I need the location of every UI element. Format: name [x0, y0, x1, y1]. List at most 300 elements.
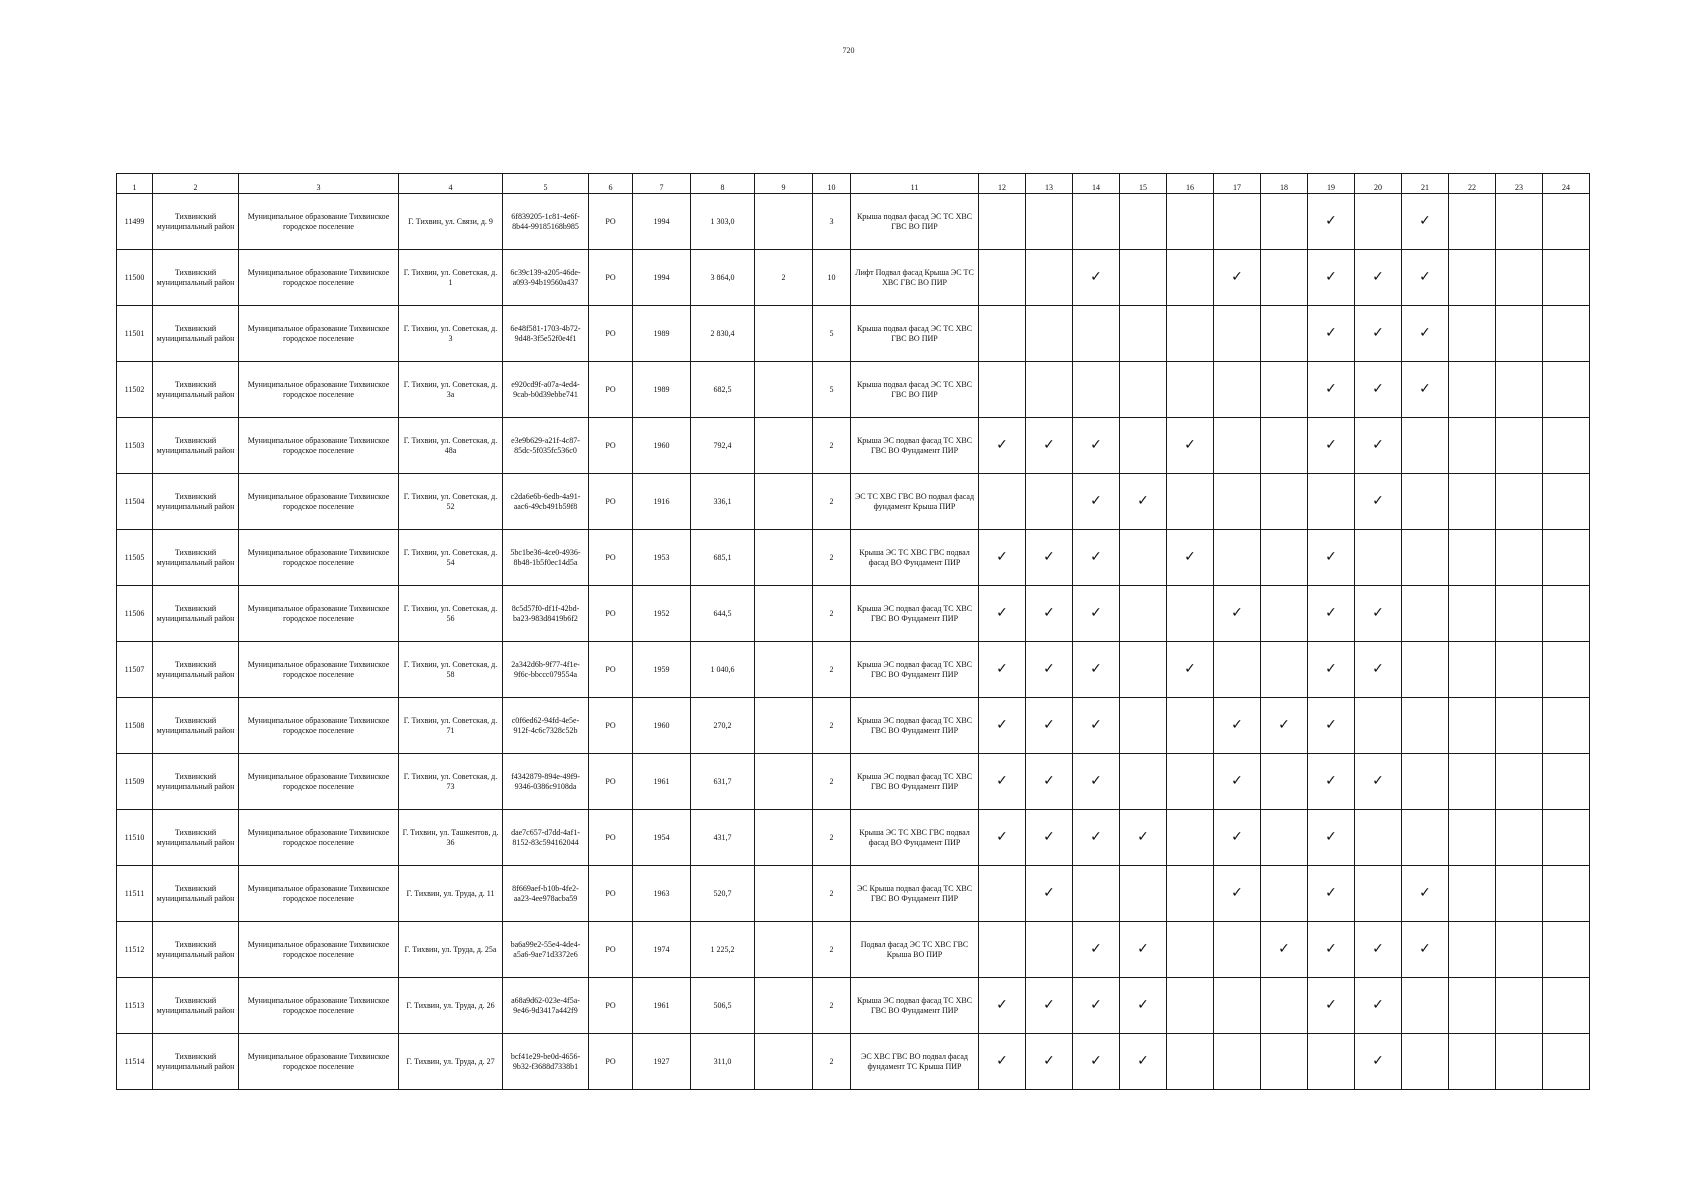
header-cell-col-4: 4	[399, 174, 503, 194]
table-row	[117, 866, 1590, 922]
checkmark-col-14: ✓	[1073, 1034, 1120, 1090]
header-cell-col-19: 19	[1308, 174, 1355, 194]
checkmark-col-14: ✓	[1073, 978, 1120, 1034]
district-cell: Тихвинский муниципальный район	[153, 362, 239, 418]
register-table-container	[116, 173, 1590, 1090]
checkmark-col-14: ✓	[1073, 698, 1120, 754]
checkmark-col-19: ✓	[1308, 362, 1355, 418]
municipality-cell: Муниципальное образование Тихвинское городское поселение	[239, 1034, 399, 1090]
works-list-cell: ЭС ТС ХВС ГВС ВО подвал фасад фундамент Крыша ПИР	[851, 474, 979, 530]
area-cell: 506,5	[691, 978, 755, 1034]
col9-cell	[755, 922, 813, 978]
empty-cell-col-18	[1261, 418, 1308, 474]
empty-cell-col-16	[1167, 474, 1214, 530]
area-cell: 2 830,4	[691, 306, 755, 362]
area-cell: 685,1	[691, 530, 755, 586]
district-cell: Тихвинский муниципальный район	[153, 530, 239, 586]
year-cell: 1974	[633, 922, 691, 978]
area-cell: 270,2	[691, 698, 755, 754]
empty-cell-col-14	[1073, 866, 1120, 922]
header-cell-col-2: 2	[153, 174, 239, 194]
year-cell: 1952	[633, 586, 691, 642]
header-cell-col-20: 20	[1355, 174, 1402, 194]
empty-cell-col-16	[1167, 922, 1214, 978]
empty-cell-col-12	[979, 362, 1026, 418]
district-cell: Тихвинский муниципальный район	[153, 194, 239, 250]
checkmark-col-15: ✓	[1120, 978, 1167, 1034]
empty-cell-col-21	[1402, 978, 1449, 1034]
empty-cell-col-16	[1167, 1034, 1214, 1090]
year-cell: 1963	[633, 866, 691, 922]
header-cell-col-17: 17	[1214, 174, 1261, 194]
empty-cell-col-16	[1167, 362, 1214, 418]
empty-cell-col-22	[1449, 194, 1496, 250]
year-cell: 1927	[633, 1034, 691, 1090]
empty-cell-col-24	[1543, 362, 1590, 418]
guid-cell: ba6a99e2-55e4-4de4-a5a6-9ae71d3372e6	[503, 922, 589, 978]
header-cell-col-22: 22	[1449, 174, 1496, 194]
address-cell: Г. Тихвин, ул. Советская, д. 1	[399, 250, 503, 306]
checkmark-col-20: ✓	[1355, 586, 1402, 642]
address-cell: Г. Тихвин, ул. Труда, д. 25а	[399, 922, 503, 978]
header-cell-col-18: 18	[1261, 174, 1308, 194]
col10-cell: 2	[813, 418, 851, 474]
checkmark-col-20: ✓	[1355, 1034, 1402, 1090]
col10-cell: 2	[813, 698, 851, 754]
municipality-cell: Муниципальное образование Тихвинское городское поселение	[239, 194, 399, 250]
checkmark-col-21: ✓	[1402, 362, 1449, 418]
area-cell: 520,7	[691, 866, 755, 922]
area-cell: 644,5	[691, 586, 755, 642]
district-cell: Тихвинский муниципальный район	[153, 306, 239, 362]
checkmark-col-20: ✓	[1355, 474, 1402, 530]
empty-cell-col-14	[1073, 362, 1120, 418]
checkmark-col-20: ✓	[1355, 250, 1402, 306]
empty-cell-col-22	[1449, 530, 1496, 586]
works-list-cell: Крыша ЭС подвал фасад ТС ХВС ГВС ВО Фундамент ПИР	[851, 698, 979, 754]
empty-cell-col-23	[1496, 866, 1543, 922]
district-cell: Тихвинский муниципальный район	[153, 418, 239, 474]
year-cell: 1959	[633, 642, 691, 698]
empty-cell-col-21	[1402, 698, 1449, 754]
year-cell: 1961	[633, 978, 691, 1034]
col10-cell: 10	[813, 250, 851, 306]
table-row	[117, 698, 1590, 754]
checkmark-col-14: ✓	[1073, 418, 1120, 474]
empty-cell-col-18	[1261, 1034, 1308, 1090]
empty-cell-col-18	[1261, 194, 1308, 250]
empty-cell-col-21	[1402, 754, 1449, 810]
municipality-cell: Муниципальное образование Тихвинское городское поселение	[239, 642, 399, 698]
empty-cell-col-18	[1261, 586, 1308, 642]
address-cell: Г. Тихвин, ул. Советская, д. 52	[399, 474, 503, 530]
empty-cell-col-23	[1496, 418, 1543, 474]
district-cell: Тихвинский муниципальный район	[153, 250, 239, 306]
type-cell: РО	[589, 810, 633, 866]
checkmark-col-13: ✓	[1026, 418, 1073, 474]
header-cell-col-5: 5	[503, 174, 589, 194]
works-list-cell: Крыша подвал фасад ЭС ТС ХВС ГВС ВО ПИР	[851, 306, 979, 362]
municipality-cell: Муниципальное образование Тихвинское городское поселение	[239, 866, 399, 922]
municipality-cell: Муниципальное образование Тихвинское городское поселение	[239, 586, 399, 642]
address-cell: Г. Тихвин, ул. Советская, д. 56	[399, 586, 503, 642]
header-cell-col-7: 7	[633, 174, 691, 194]
empty-cell-col-22	[1449, 250, 1496, 306]
empty-cell-col-23	[1496, 978, 1543, 1034]
guid-cell: 8c5d57f0-df1f-42bd-ba23-983d8419b6f2	[503, 586, 589, 642]
empty-cell-col-13	[1026, 306, 1073, 362]
empty-cell-col-18	[1261, 306, 1308, 362]
empty-cell-col-19	[1308, 474, 1355, 530]
works-list-cell: ЭС Крыша подвал фасад ТС ХВС ГВС ВО Фундамент ПИР	[851, 866, 979, 922]
checkmark-col-14: ✓	[1073, 642, 1120, 698]
checkmark-col-19: ✓	[1308, 810, 1355, 866]
header-cell-col-11: 11	[851, 174, 979, 194]
empty-cell-col-20	[1355, 194, 1402, 250]
checkmark-col-21: ✓	[1402, 866, 1449, 922]
empty-cell-col-17	[1214, 306, 1261, 362]
empty-cell-col-24	[1543, 866, 1590, 922]
municipality-cell: Муниципальное образование Тихвинское городское поселение	[239, 250, 399, 306]
municipality-cell: Муниципальное образование Тихвинское городское поселение	[239, 418, 399, 474]
empty-cell-col-12	[979, 474, 1026, 530]
type-cell: РО	[589, 306, 633, 362]
checkmark-col-12: ✓	[979, 586, 1026, 642]
col9-cell: 2	[755, 250, 813, 306]
type-cell: РО	[589, 474, 633, 530]
empty-cell-col-17	[1214, 922, 1261, 978]
guid-cell: 2a342d6b-9f77-4f1e-9f6c-bbccc079554a	[503, 642, 589, 698]
year-cell: 1994	[633, 194, 691, 250]
address-cell: Г. Тихвин, ул. Ташкентов, д. 36	[399, 810, 503, 866]
checkmark-col-12: ✓	[979, 418, 1026, 474]
checkmark-col-20: ✓	[1355, 922, 1402, 978]
empty-cell-col-23	[1496, 754, 1543, 810]
checkmark-col-19: ✓	[1308, 922, 1355, 978]
empty-cell-col-22	[1449, 418, 1496, 474]
empty-cell-col-24	[1543, 698, 1590, 754]
works-list-cell: Крыша ЭС ТС ХВС ГВС подвал фасад ВО Фундамент ПИР	[851, 530, 979, 586]
page-number: 720	[842, 46, 855, 55]
checkmark-col-20: ✓	[1355, 754, 1402, 810]
checkmark-col-12: ✓	[979, 642, 1026, 698]
checkmark-col-19: ✓	[1308, 586, 1355, 642]
empty-cell-col-13	[1026, 194, 1073, 250]
guid-cell: bcf41e29-be0d-4656-9b32-f3688d7338b1	[503, 1034, 589, 1090]
works-list-cell: Крыша подвал фасад ЭС ТС ХВС ГВС ВО ПИР	[851, 362, 979, 418]
checkmark-col-14: ✓	[1073, 754, 1120, 810]
empty-cell-col-16	[1167, 250, 1214, 306]
guid-cell: c2da6e6b-6edb-4a91-aac6-49cb491b59f8	[503, 474, 589, 530]
empty-cell-col-15	[1120, 642, 1167, 698]
area-cell: 431,7	[691, 810, 755, 866]
type-cell: РО	[589, 250, 633, 306]
empty-cell-col-17	[1214, 978, 1261, 1034]
empty-cell-col-20	[1355, 530, 1402, 586]
col9-cell	[755, 866, 813, 922]
col9-cell	[755, 474, 813, 530]
year-cell: 1954	[633, 810, 691, 866]
empty-cell-col-16	[1167, 194, 1214, 250]
col9-cell	[755, 978, 813, 1034]
empty-cell-col-22	[1449, 642, 1496, 698]
empty-cell-col-15	[1120, 754, 1167, 810]
empty-cell-col-13	[1026, 362, 1073, 418]
empty-cell-col-23	[1496, 306, 1543, 362]
checkmark-col-19: ✓	[1308, 418, 1355, 474]
empty-cell-col-22	[1449, 1034, 1496, 1090]
empty-cell-col-13	[1026, 474, 1073, 530]
empty-cell-col-15	[1120, 418, 1167, 474]
address-cell: Г. Тихвин, ул. Советская, д. 73	[399, 754, 503, 810]
empty-cell-col-21	[1402, 418, 1449, 474]
empty-cell-col-24	[1543, 474, 1590, 530]
year-cell: 1989	[633, 306, 691, 362]
checkmark-col-15: ✓	[1120, 922, 1167, 978]
municipality-cell: Муниципальное образование Тихвинское городское поселение	[239, 754, 399, 810]
works-list-cell: Крыша ЭС подвал фасад ТС ХВС ГВС ВО Фундамент ПИР	[851, 586, 979, 642]
works-list-cell: Крыша ЭС подвал фасад ТС ХВС ГВС ВО Фундамент ПИР	[851, 754, 979, 810]
empty-cell-col-23	[1496, 474, 1543, 530]
checkmark-col-13: ✓	[1026, 642, 1073, 698]
guid-cell: 6e48f581-1703-4b72-9d48-3f5e52f0e4f1	[503, 306, 589, 362]
type-cell: РО	[589, 922, 633, 978]
row-id-cell: 11501	[117, 306, 153, 362]
checkmark-col-16: ✓	[1167, 642, 1214, 698]
empty-cell-col-12	[979, 866, 1026, 922]
empty-cell-col-22	[1449, 754, 1496, 810]
checkmark-col-13: ✓	[1026, 810, 1073, 866]
empty-cell-col-22	[1449, 866, 1496, 922]
empty-cell-col-23	[1496, 810, 1543, 866]
area-cell: 1 303,0	[691, 194, 755, 250]
row-id-cell: 11511	[117, 866, 153, 922]
empty-cell-col-23	[1496, 194, 1543, 250]
empty-cell-col-24	[1543, 250, 1590, 306]
header-cell-col-10: 10	[813, 174, 851, 194]
address-cell: Г. Тихвин, ул. Труда, д. 27	[399, 1034, 503, 1090]
type-cell: РО	[589, 642, 633, 698]
guid-cell: a68a9d62-023e-4f5a-9e46-9d3417a442f9	[503, 978, 589, 1034]
empty-cell-col-24	[1543, 1034, 1590, 1090]
guid-cell: 5bc1be36-4ce0-4936-8b48-1b5f0ec14d5a	[503, 530, 589, 586]
empty-cell-col-15	[1120, 530, 1167, 586]
type-cell: РО	[589, 586, 633, 642]
row-id-cell: 11505	[117, 530, 153, 586]
guid-cell: f4342879-894e-49f9-9346-0386c9108da	[503, 754, 589, 810]
year-cell: 1994	[633, 250, 691, 306]
table-row	[117, 922, 1590, 978]
empty-cell-col-15	[1120, 362, 1167, 418]
empty-cell-col-18	[1261, 250, 1308, 306]
empty-cell-col-24	[1543, 642, 1590, 698]
checkmark-col-21: ✓	[1402, 306, 1449, 362]
works-list-cell: Подвал фасад ЭС ТС ХВС ГВС Крыша ВО ПИР	[851, 922, 979, 978]
guid-cell: e920cd9f-a07a-4ed4-9cab-b0d39ebbe741	[503, 362, 589, 418]
year-cell: 1953	[633, 530, 691, 586]
checkmark-col-17: ✓	[1214, 866, 1261, 922]
table-row	[117, 530, 1590, 586]
empty-cell-col-13	[1026, 250, 1073, 306]
header-row	[117, 174, 1590, 194]
type-cell: РО	[589, 530, 633, 586]
table-row	[117, 250, 1590, 306]
works-list-cell: ЭС ХВС ГВС ВО подвал фасад фундамент ТС Крыша ПИР	[851, 1034, 979, 1090]
empty-cell-col-21	[1402, 586, 1449, 642]
checkmark-col-20: ✓	[1355, 306, 1402, 362]
address-cell: Г. Тихвин, ул. Советская, д. 58	[399, 642, 503, 698]
table-row	[117, 1034, 1590, 1090]
type-cell: РО	[589, 698, 633, 754]
type-cell: РО	[589, 978, 633, 1034]
checkmark-col-19: ✓	[1308, 194, 1355, 250]
header-cell-col-21: 21	[1402, 174, 1449, 194]
empty-cell-col-22	[1449, 978, 1496, 1034]
district-cell: Тихвинский муниципальный район	[153, 642, 239, 698]
header-cell-col-3: 3	[239, 174, 399, 194]
empty-cell-col-17	[1214, 362, 1261, 418]
checkmark-col-12: ✓	[979, 1034, 1026, 1090]
empty-cell-col-17	[1214, 530, 1261, 586]
empty-cell-col-23	[1496, 642, 1543, 698]
empty-cell-col-22	[1449, 698, 1496, 754]
checkmark-col-12: ✓	[979, 810, 1026, 866]
empty-cell-col-16	[1167, 866, 1214, 922]
works-list-cell: Крыша ЭС подвал фасад ТС ХВС ГВС ВО Фундамент ПИР	[851, 418, 979, 474]
empty-cell-col-16	[1167, 586, 1214, 642]
checkmark-col-19: ✓	[1308, 754, 1355, 810]
empty-cell-col-23	[1496, 922, 1543, 978]
empty-cell-col-24	[1543, 978, 1590, 1034]
year-cell: 1961	[633, 754, 691, 810]
empty-cell-col-20	[1355, 866, 1402, 922]
checkmark-col-19: ✓	[1308, 530, 1355, 586]
checkmark-col-20: ✓	[1355, 978, 1402, 1034]
col10-cell: 2	[813, 1034, 851, 1090]
empty-cell-col-18	[1261, 362, 1308, 418]
checkmark-col-13: ✓	[1026, 754, 1073, 810]
checkmark-col-19: ✓	[1308, 642, 1355, 698]
empty-cell-col-13	[1026, 922, 1073, 978]
checkmark-col-19: ✓	[1308, 698, 1355, 754]
row-id-cell: 11508	[117, 698, 153, 754]
checkmark-col-13: ✓	[1026, 978, 1073, 1034]
checkmark-col-17: ✓	[1214, 810, 1261, 866]
empty-cell-col-22	[1449, 922, 1496, 978]
year-cell: 1960	[633, 698, 691, 754]
col10-cell: 3	[813, 194, 851, 250]
guid-cell: 6c39c139-a205-46de-a093-94b19560a437	[503, 250, 589, 306]
empty-cell-col-18	[1261, 810, 1308, 866]
table-row	[117, 642, 1590, 698]
municipality-cell: Муниципальное образование Тихвинское городское поселение	[239, 922, 399, 978]
empty-cell-col-17	[1214, 194, 1261, 250]
empty-cell-col-17	[1214, 1034, 1261, 1090]
col10-cell: 2	[813, 810, 851, 866]
empty-cell-col-24	[1543, 530, 1590, 586]
empty-cell-col-14	[1073, 306, 1120, 362]
checkmark-col-16: ✓	[1167, 530, 1214, 586]
checkmark-col-15: ✓	[1120, 810, 1167, 866]
empty-cell-col-16	[1167, 754, 1214, 810]
empty-cell-col-12	[979, 306, 1026, 362]
empty-cell-col-24	[1543, 306, 1590, 362]
empty-cell-col-15	[1120, 194, 1167, 250]
table-row	[117, 474, 1590, 530]
empty-cell-col-21	[1402, 810, 1449, 866]
empty-cell-col-17	[1214, 642, 1261, 698]
municipality-cell: Муниципальное образование Тихвинское городское поселение	[239, 474, 399, 530]
row-id-cell: 11504	[117, 474, 153, 530]
address-cell: Г. Тихвин, ул. Советская, д. 48а	[399, 418, 503, 474]
type-cell: РО	[589, 362, 633, 418]
row-id-cell: 11506	[117, 586, 153, 642]
checkmark-col-20: ✓	[1355, 418, 1402, 474]
empty-cell-col-12	[979, 194, 1026, 250]
table-row	[117, 978, 1590, 1034]
empty-cell-col-20	[1355, 810, 1402, 866]
empty-cell-col-12	[979, 250, 1026, 306]
checkmark-col-13: ✓	[1026, 586, 1073, 642]
checkmark-col-17: ✓	[1214, 754, 1261, 810]
works-list-cell: Крыша ЭС подвал фасад ТС ХВС ГВС ВО Фундамент ПИР	[851, 978, 979, 1034]
empty-cell-col-24	[1543, 922, 1590, 978]
type-cell: РО	[589, 754, 633, 810]
col9-cell	[755, 362, 813, 418]
checkmark-col-19: ✓	[1308, 306, 1355, 362]
guid-cell: 6f839205-1c81-4e6f-8b44-99185168b985	[503, 194, 589, 250]
header-cell-col-6: 6	[589, 174, 633, 194]
empty-cell-col-20	[1355, 698, 1402, 754]
checkmark-col-15: ✓	[1120, 1034, 1167, 1090]
empty-cell-col-22	[1449, 362, 1496, 418]
col9-cell	[755, 810, 813, 866]
row-id-cell: 11503	[117, 418, 153, 474]
empty-cell-col-15	[1120, 250, 1167, 306]
guid-cell: dae7c657-d7dd-4af1-8152-83c594162044	[503, 810, 589, 866]
checkmark-col-12: ✓	[979, 530, 1026, 586]
empty-cell-col-15	[1120, 586, 1167, 642]
row-id-cell: 11512	[117, 922, 153, 978]
col10-cell: 2	[813, 922, 851, 978]
checkmark-col-15: ✓	[1120, 474, 1167, 530]
checkmark-col-14: ✓	[1073, 530, 1120, 586]
works-list-cell: Крыша ЭС подвал фасад ТС ХВС ГВС ВО Фундамент ПИР	[851, 642, 979, 698]
district-cell: Тихвинский муниципальный район	[153, 586, 239, 642]
register-table	[116, 173, 1590, 1090]
district-cell: Тихвинский муниципальный район	[153, 754, 239, 810]
row-id-cell: 11513	[117, 978, 153, 1034]
empty-cell-col-23	[1496, 1034, 1543, 1090]
address-cell: Г. Тихвин, ул. Советская, д. 54	[399, 530, 503, 586]
empty-cell-col-21	[1402, 530, 1449, 586]
year-cell: 1916	[633, 474, 691, 530]
checkmark-col-17: ✓	[1214, 698, 1261, 754]
col9-cell	[755, 698, 813, 754]
works-list-cell: Крыша подвал фасад ЭС ТС ХВС ГВС ВО ПИР	[851, 194, 979, 250]
col9-cell	[755, 306, 813, 362]
row-id-cell: 11507	[117, 642, 153, 698]
address-cell: Г. Тихвин, ул. Советская, д. 3а	[399, 362, 503, 418]
col9-cell	[755, 1034, 813, 1090]
empty-cell-col-24	[1543, 810, 1590, 866]
col10-cell: 2	[813, 866, 851, 922]
empty-cell-col-22	[1449, 474, 1496, 530]
checkmark-col-12: ✓	[979, 978, 1026, 1034]
empty-cell-col-22	[1449, 586, 1496, 642]
empty-cell-col-23	[1496, 530, 1543, 586]
checkmark-col-19: ✓	[1308, 250, 1355, 306]
